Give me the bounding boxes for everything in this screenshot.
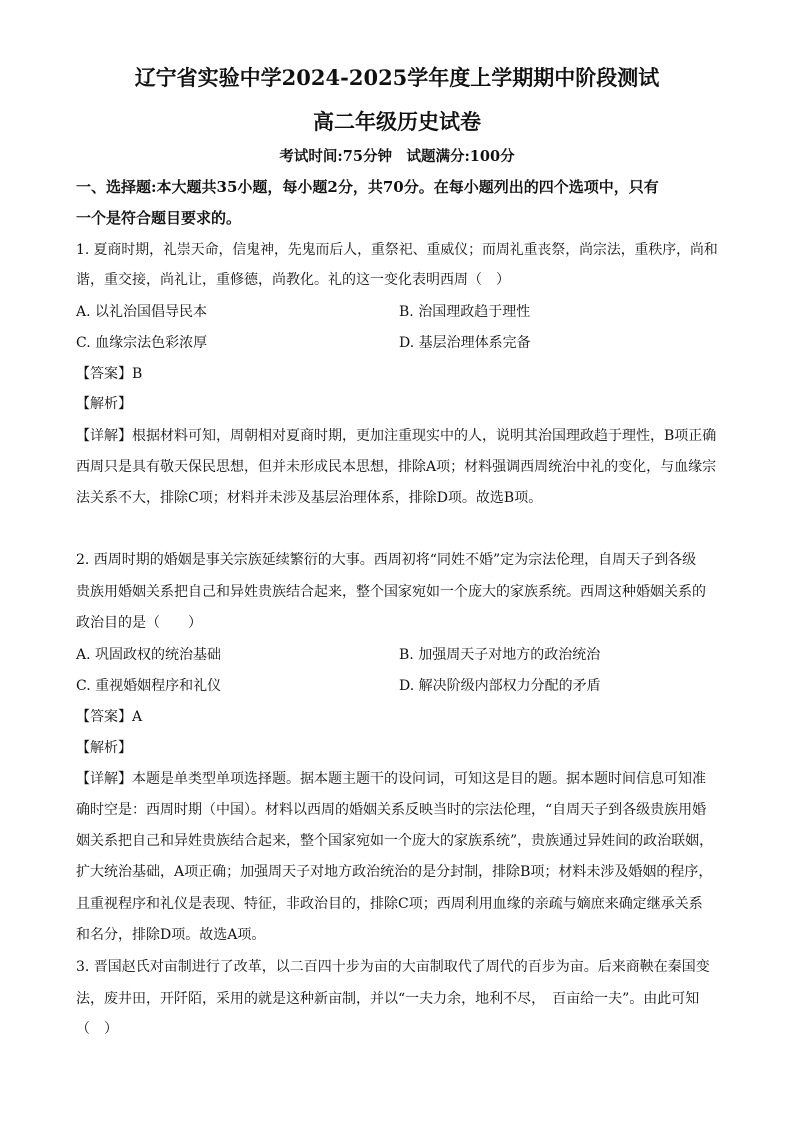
q2-option-a: A. 巩固政权的统治基础: [76, 647, 222, 663]
q2-detail-line: 确时空是：西周时期（中国）。材料以西周的婚姻关系反映当时的宗法伦理，“自周天子到各级贵族用婚: [76, 802, 707, 818]
q1-stem-line: 谐，重交接，尚礼让，重修德，尚教化。礼的这一变化表明西周（ ）: [76, 272, 510, 288]
q1-detail-line: [76, 426, 716, 446]
q2-stem-line: 贵族用婚姻关系把自己和异姓贵族结合起来，整个国家宛如一个庞大的家族系统。西周这种婚姻关系的: [76, 584, 706, 600]
exam-info: 考试时间:75分钟 试题满分:100分: [279, 148, 515, 165]
q3-stem-line: 3. 晋国赵氏对亩制进行了改革，以二百四十步为亩的大亩制取代了周代的百步为亩。后来商鞅在秦国变: [76, 959, 710, 975]
section-heading-cont: 一个是符合题目要求的。: [76, 209, 242, 227]
q2-detail-line: 和名分，排除D项。故选A项。: [76, 927, 266, 943]
answer-value: B: [132, 366, 143, 382]
exam-subtitle: 高二年级历史试卷: [313, 109, 481, 134]
q3-stem-line: 法，废井田，开阡陌，采用的就是这种新亩制，并以“一夫力余，地利不尽， 百亩给一夫”。由此可知: [76, 991, 700, 1007]
q1-option-d: D. 基层治理体系完备: [399, 335, 531, 351]
q1-answer: [76, 364, 142, 384]
answer-label: 【答案】: [76, 709, 132, 725]
detail-text: 根据材料可知，周朝相对夏商时期，更加注重现实中的人，说明其治国理政趋于理性，B项正确: [132, 428, 717, 444]
q2-detail-line: [76, 769, 706, 789]
detail-label: 【详解】: [76, 428, 132, 444]
q2-stem-line: 2. 西周时期的婚姻是事关宗族延续繁衍的大事。西周初将“同姓不婚”定为宗法伦理，自周天子到各级: [76, 552, 697, 568]
q2-option-d: D. 解决阶级内部权力分配的矛盾: [399, 678, 601, 694]
q2-stem-line: 政治目的是（ ）: [76, 615, 202, 631]
q2-detail-line: 扩大统治基础，A项正确；加强周天子对地方政治统治的是分封制，排除B项；材料未涉及婚姻的程序，: [76, 864, 713, 880]
q1-option-c: C. 血缘宗法色彩浓厚: [76, 335, 208, 351]
q2-option-c: C. 重视婚姻程序和礼仪: [76, 678, 222, 694]
q1-option-a: A. 以礼治国倡导民本: [76, 304, 208, 320]
q2-analysis-label: 【解析】: [76, 740, 132, 756]
answer-label: 【答案】: [76, 366, 132, 382]
detail-text: 本题是单类型单项选择题。据本题主题干的设问词，可知这是目的题。据本题时间信息可知准: [132, 771, 706, 787]
q2-answer: [76, 707, 142, 727]
detail-label: 【详解】: [76, 771, 132, 787]
q2-detail-line: 姻关系把自己和异姓贵族结合起来，整个国家宛如一个庞大的家族系统”，贵族通过异姓间的政治联姻，: [76, 833, 714, 849]
answer-value: A: [132, 709, 143, 725]
q1-detail-line: 西周只是具有敬天保民思想，但并未形成民本思想，排除A项；材料强调西周统治中礼的变化，与血缘宗: [76, 459, 717, 475]
q1-option-b: B. 治国理政趋于理性: [399, 304, 531, 320]
exam-title: 辽宁省实验中学2024-2025学年度上学期期中阶段测试: [134, 65, 660, 90]
q3-stem-line: （ ）: [76, 1021, 118, 1037]
q2-option-b: B. 加强周天子对地方的政治统治: [399, 647, 601, 663]
section-heading: 一、选择题:本大题共35小题，每小题2分，共70分。在每小题列出的四个选项中，只有: [76, 178, 659, 196]
q1-stem-line: 1. 夏商时期，礼崇天命，信鬼神，先鬼而后人，重祭祀、重威仪；而周礼重丧祭，尚宗法，重秩序，尚和: [76, 242, 718, 258]
q1-analysis-label: 【解析】: [76, 396, 132, 412]
q2-detail-line: 且重视程序和礼仪是表现、特征，非政治目的，排除C项；西周利用血缘的亲疏与嫡庶来确定继承关系: [76, 896, 703, 912]
q1-detail-line: 法关系不大，排除C项；材料并未涉及基层治理体系，排除D项。故选B项。: [76, 490, 543, 506]
